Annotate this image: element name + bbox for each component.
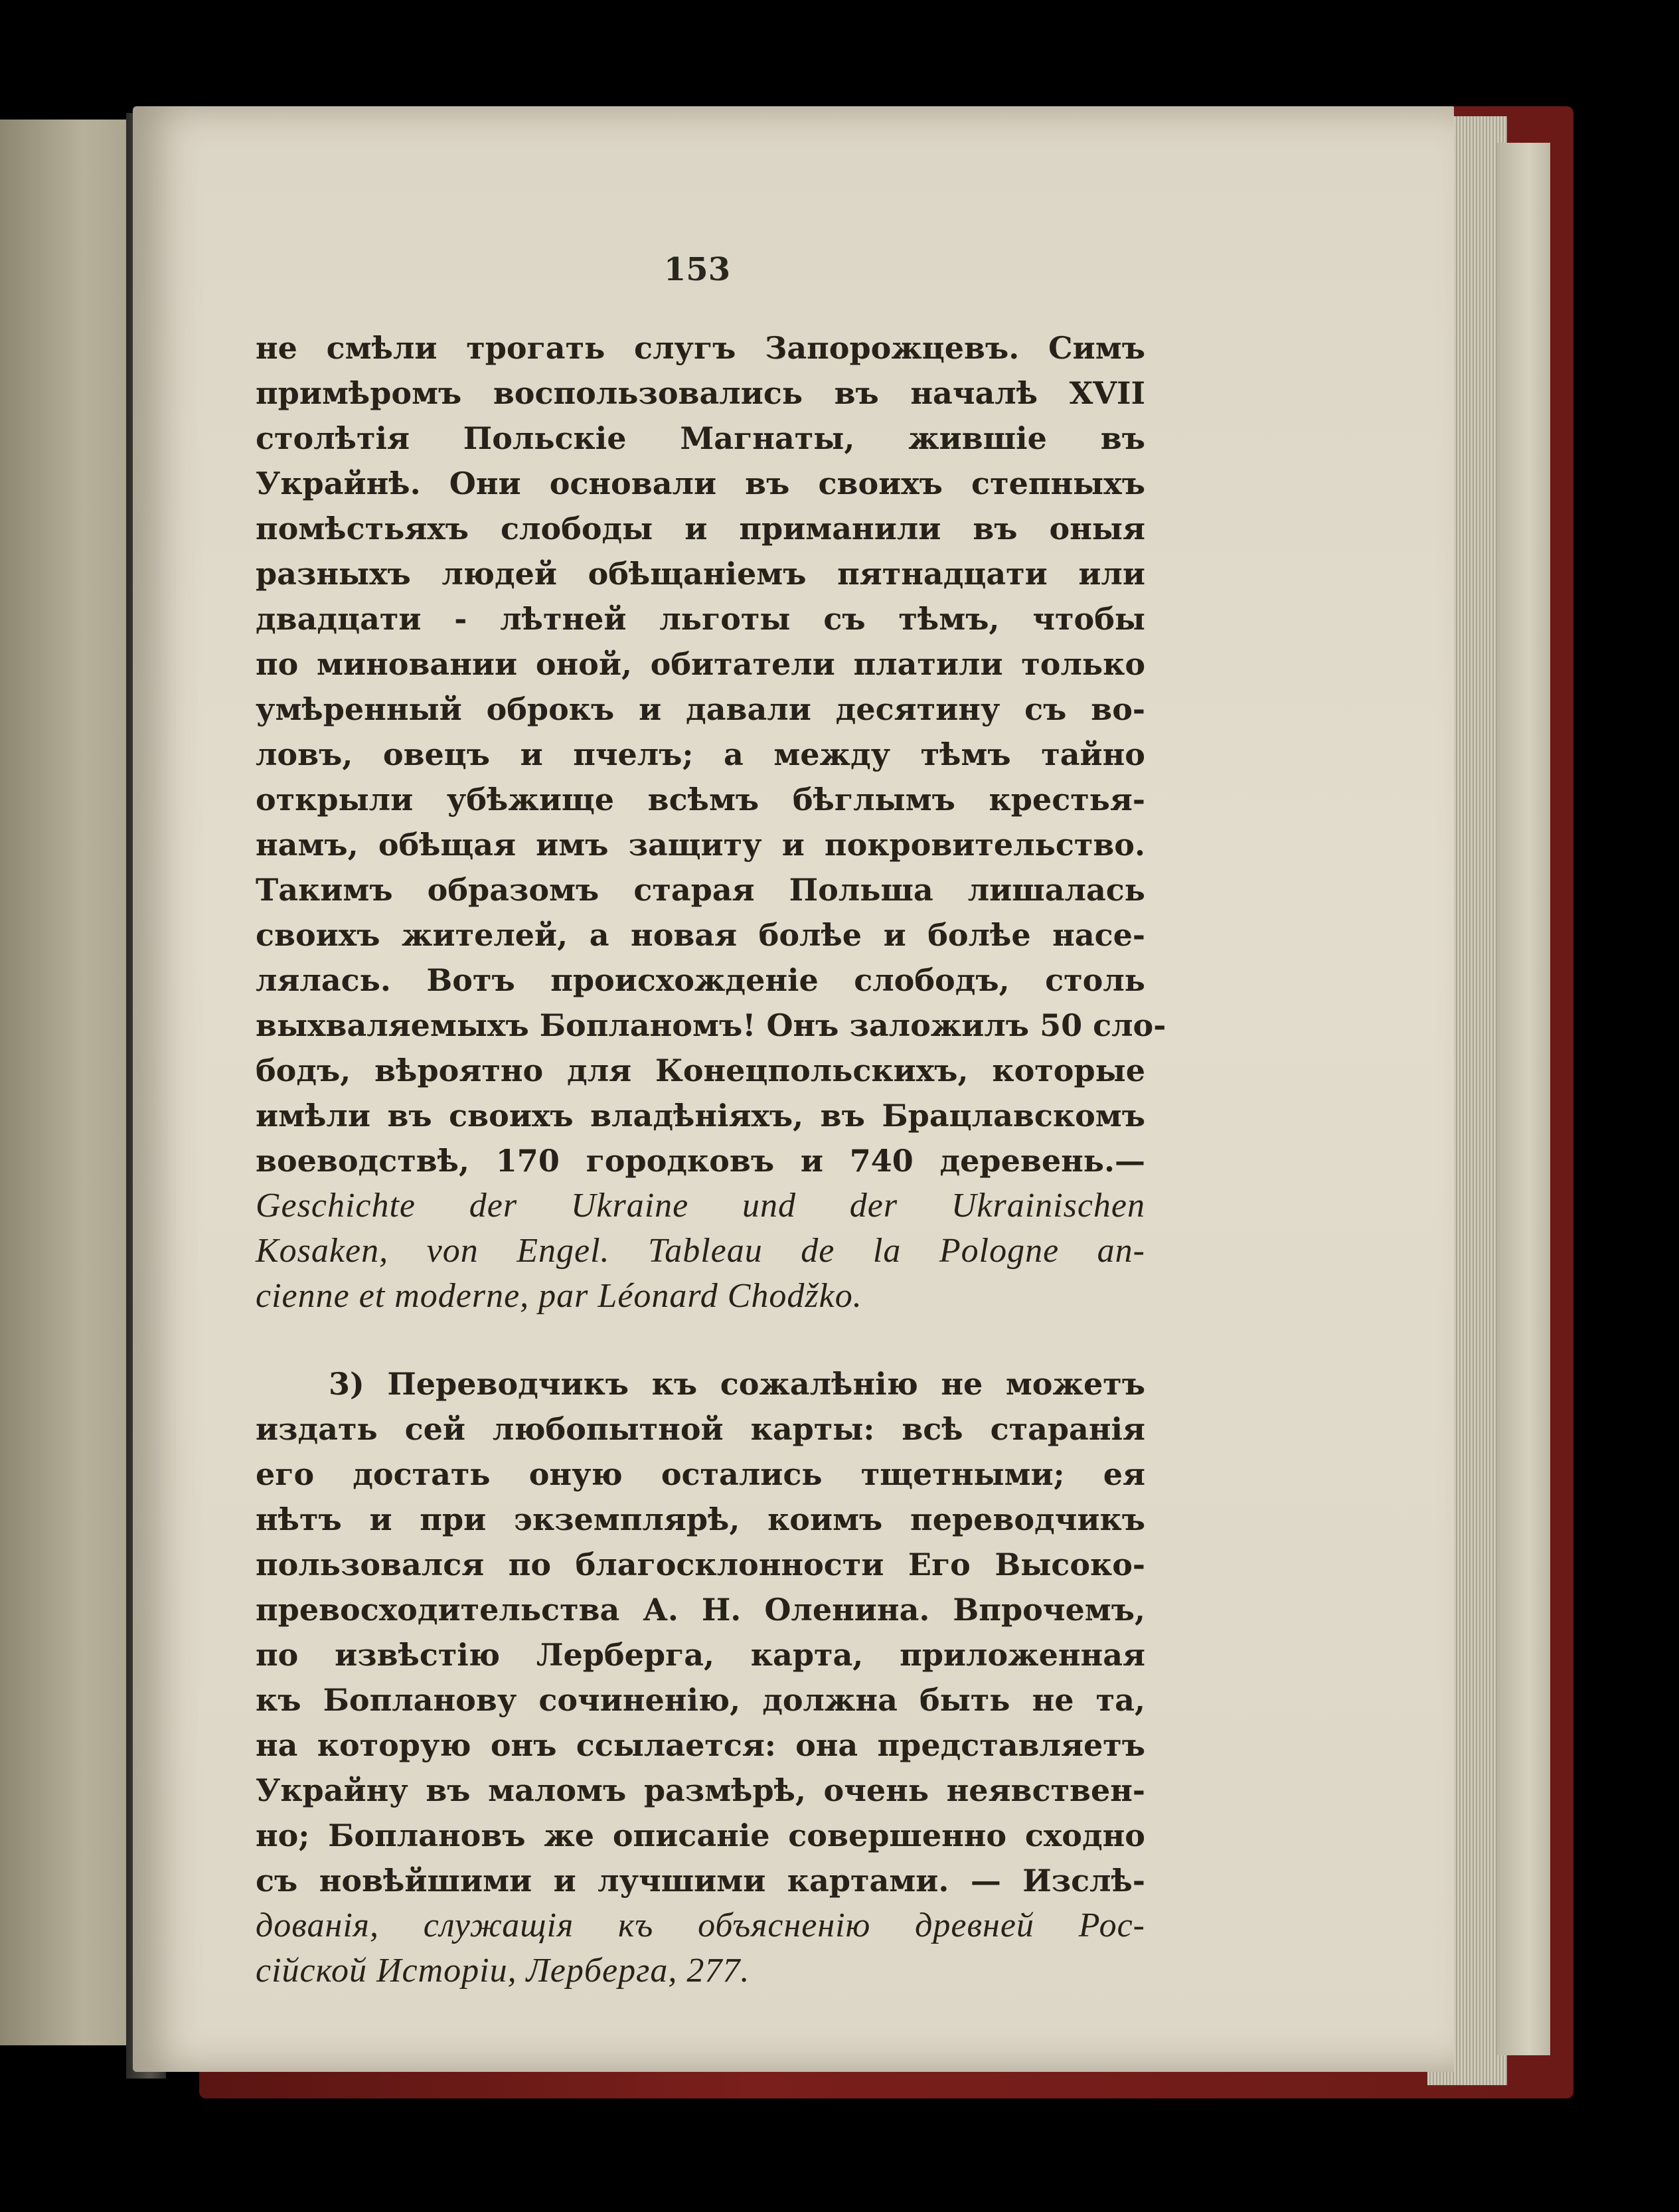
text-line: имѣли въ своихъ владѣніяхъ, въ Брацлавскомъ (256, 1098, 1145, 1134)
citation-line: сійской Исторіи, Лерберга, 277. (256, 1952, 750, 1990)
page-text (256, 325, 1166, 1994)
text-line: разныхъ людей обѣщаніемъ пятнадцати или (256, 556, 1145, 592)
citation-line: дованія, служащія къ объясненію древней Рос- (256, 1907, 1145, 1944)
text-line: съ новѣйшими и лучшими картами. — Изслѣ- (256, 1863, 1145, 1899)
text-line: пользовался по благосклонности Его Высоко- (256, 1547, 1145, 1582)
note-continuation (256, 325, 1166, 1319)
text-line: помѣстьяхъ слободы и приманили въ оныя (256, 511, 1145, 547)
text-line: по извѣстію Лерберга, карта, приложенная (256, 1637, 1145, 1673)
text-line: Такимъ образомъ старая Польша лишалась (256, 872, 1145, 908)
text-line: примѣромъ воспользовались въ началѣ XVII (256, 375, 1145, 411)
text-line: ловъ, овецъ и пчелъ; а между тѣмъ тайно (256, 736, 1145, 772)
text-line: къ Бопланову сочиненію, должна быть не та, (256, 1682, 1145, 1718)
text-line: выхваляемыхъ Бопланомъ! Онъ заложилъ 50 сло- (256, 1007, 1166, 1043)
citation-line: Geschichte der Ukraine und der Ukrainischen (256, 1187, 1145, 1225)
text-line: превосходительства А. Н. Оленина. Впрочемъ, (256, 1592, 1145, 1628)
text-line: по миновании оной, обитатели платили только (256, 646, 1145, 682)
text-line: но; Боплановъ же описаніе совершенно сходно (256, 1818, 1145, 1853)
citation-line: cienne et moderne, par Léonard Chodžko. (256, 1277, 862, 1315)
text-line: своихъ жителей, а новая болѣе и болѣе насе- (256, 917, 1145, 953)
text-line: на которую онъ ссылается: она представляетъ (256, 1727, 1145, 1763)
page-number: 153 (663, 251, 731, 288)
text-line: 3) Переводчикъ къ сожалѣнію не можетъ (329, 1366, 1145, 1402)
text-line: намъ, обѣщая имъ защиту и покровительство. (256, 827, 1145, 863)
citation-line: Kosaken, von Engel. Tableau de la Pologne an- (256, 1232, 1145, 1270)
text-line: столѣтія Польскіе Магнаты, жившіе въ (256, 420, 1145, 456)
text-line: издать сей любопытной карты: всѣ старанія (256, 1411, 1145, 1447)
text-line: Украйну въ маломъ размѣрѣ, очень неявствен- (256, 1772, 1145, 1808)
note-3 (256, 1361, 1145, 1994)
text-line: не смѣли трогать слугъ Запорожцевъ. Симъ (256, 330, 1145, 366)
text-line: двадцати - лѣтней льготы съ тѣмъ, чтобы (256, 601, 1145, 637)
page-edge-right (1497, 143, 1550, 2055)
text-line: открыли убѣжище всѣмъ бѣглымъ крестья- (256, 782, 1145, 817)
text-line: воеводствѣ, 170 городковъ и 740 деревень.— (256, 1143, 1145, 1179)
paragraph-gap (256, 1319, 1145, 1361)
text-line: нѣтъ и при экземплярѣ, коимъ переводчикъ (256, 1501, 1145, 1537)
text-line: бодъ, вѣроятно для Конецпольскихъ, которые (256, 1053, 1145, 1088)
text-line: умѣренный оброкъ и давали десятину съ во- (256, 691, 1145, 727)
text-line: Украйнѣ. Они основали въ своихъ степныхъ (256, 466, 1145, 501)
text-line: лялась. Вотъ происхожденіе слободъ, столь (256, 962, 1145, 998)
text-line: его достать оную остались тщетными; ея (256, 1456, 1145, 1492)
